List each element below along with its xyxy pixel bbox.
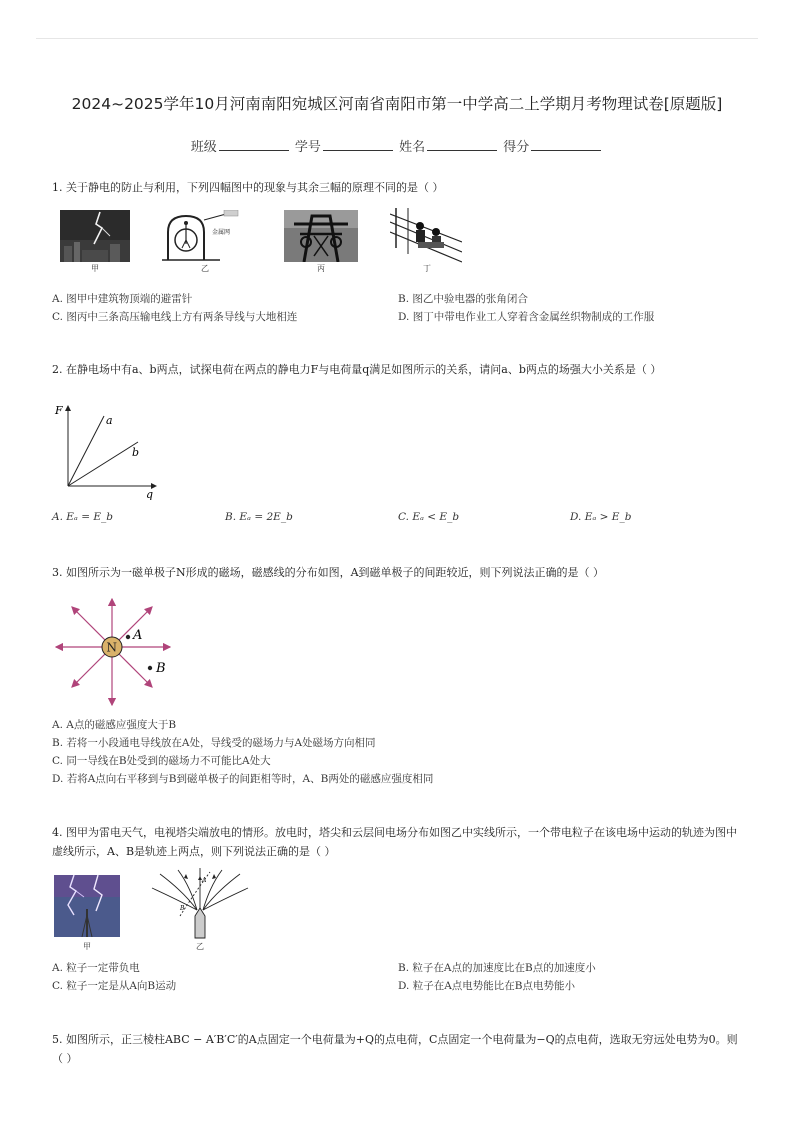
q1-caption-yi: 乙 [201,264,209,273]
q1-caption-bing: 丙 [317,264,325,273]
q3-option-c[interactable]: C. 同一导线在B处受到的磁场力不可能比A处大 [52,755,271,767]
q3-pole-label: N [106,640,117,655]
q4-image-tower-lightning [54,875,120,937]
q3-option-d[interactable]: D. 若将A点向右平移到与B到磁单极子的间距相等时，A、B两处的磁感应强度相同 [52,773,434,785]
q2-f-q-graph [52,400,162,500]
question-4-stem: 4. 图甲为雷电天气，电视塔尖端放电的情形。放电时，塔尖和云层间电场分布如图乙中实线所示，一个带电粒子在该电场中运动的轨迹为图中虚线所示，A、B是轨迹上两点，则下列说法正确的是（ ） [52,826,737,858]
q4-option-b[interactable]: B. 粒子在A点的加速度比在B点的加速度小 [398,962,596,974]
q1-mesh-label: 金属网 [212,229,231,236]
q3-point-a [126,635,130,639]
question-2-stem: 2. 在静电场中有a、b两点，试探电荷在两点的静电力F与电荷量q满足如图所示的关系，请问a、b两点的场强大小关系是（ ） [52,363,662,376]
class-label: 班级 [190,140,217,155]
q4-option-d[interactable]: D. 粒子在A点电势能比在B点电势能小 [398,980,576,992]
score-blank[interactable] [531,138,601,151]
q2-y-label: F [55,404,63,417]
q4-label-a: A [202,877,207,884]
q2-line-b [68,442,138,486]
id-label: 学号 [294,140,321,155]
q2-x-label: q [146,488,154,500]
q2-option-c[interactable]: C. Eₐ < E_b [398,511,460,523]
q2-option-d[interactable]: D. Eₐ > E_b [570,511,632,523]
q2-option-b[interactable]: B. Eₐ = 2E_b [225,511,293,523]
class-blank[interactable] [219,138,289,151]
q1-caption-ding: 丁 [423,264,431,273]
q2-label-a: a [106,414,113,427]
name-label: 姓名 [399,140,426,155]
q1-option-c[interactable]: C. 图丙中三条高压输电线上方有两条导线与大地相连 [52,311,298,323]
q1-image-lightning-building [60,210,130,262]
q1-option-d[interactable]: D. 图丁中带电作业工人穿着含金属丝织物制成的工作服 [398,311,655,323]
q3-option-a[interactable]: A. A点的磁感应强度大于B [52,719,177,731]
q1-caption-jia: 甲 [91,264,99,273]
q3-point-b [148,666,152,670]
name-blank[interactable] [427,138,497,151]
q1-image-electroscope-mesh [160,210,240,264]
q2-line-a [68,416,104,486]
q4-option-c[interactable]: C. 粒子一定是从A向B运动 [52,980,177,992]
q2-option-a[interactable]: A. Eₐ = E_b [52,511,113,523]
page-title: 2024~2025学年10月河南南阳宛城区河南省南阳市第一中学高二上学期月考物理试卷[原题版] [71,95,723,113]
q4-field-lines [152,868,248,910]
q3-option-b[interactable]: B. 若将一小段通电导线放在A处，导线受的磁场力与A处磁场方向相同 [52,737,376,749]
q2-label-b: b [132,446,140,459]
q4-option-a[interactable]: A. 粒子一定带负电 [52,962,140,974]
q4-field-lines-figure [150,866,250,941]
q3-monopole-field-figure [50,595,180,710]
student-info-line [0,136,794,155]
q3-label-a: A [133,628,143,643]
score-label: 得分 [503,140,530,155]
question-3-stem: 3. 如图所示为一磁单极子N形成的磁场，磁感线的分布如图，A到磁单极子的间距较近，则下列说法正确的是（ ） [52,566,605,579]
q4-caption-yi: 乙 [196,942,204,951]
q1-option-a[interactable]: A. 图甲中建筑物顶端的避雷针 [52,293,193,305]
question-1-stem: 1. 关于静电的防止与利用，下列四幅图中的现象与其余三幅的原理不同的是（ ） [52,181,444,194]
q1-option-b[interactable]: B. 图乙中验电器的张角闭合 [398,293,528,305]
question-5-stem: 5. 如图所示，正三棱柱ABC − A′B′C′的A点固定一个电荷量为+Q的点电荷，C点固定一个电荷量为−Q的点电荷，选取无穷远处电势为0。则（ ） [52,1033,738,1065]
q4-tower-tip [195,908,205,938]
q4-label-b: B [180,905,185,912]
q1-image-power-lines [284,210,358,262]
header-rule [36,38,758,39]
q4-caption-jia: 甲 [83,942,91,951]
q3-label-b: B [156,661,166,676]
q1-image-live-line-workers [390,208,462,264]
id-blank[interactable] [323,138,393,151]
